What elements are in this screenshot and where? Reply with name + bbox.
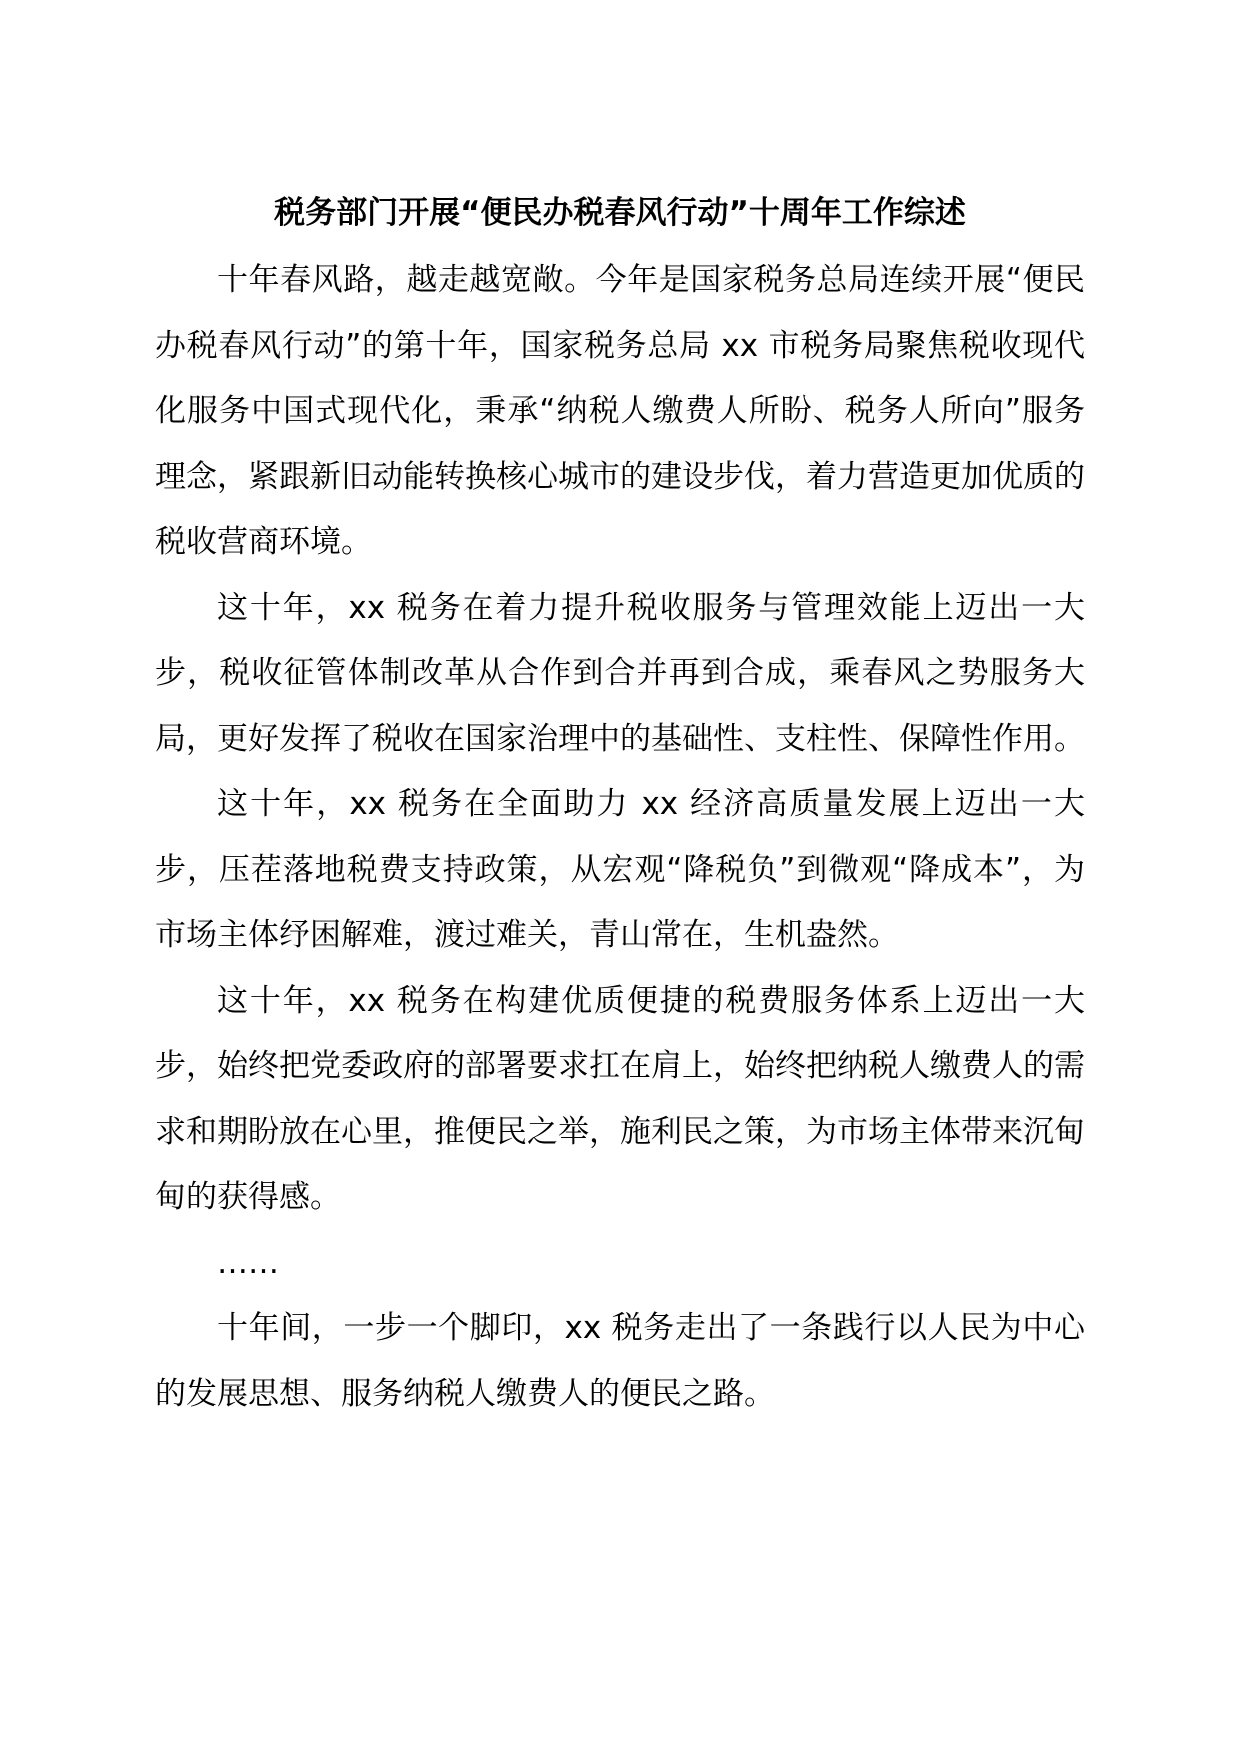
paragraph-service-management: 这十年，xx 税务在着力提升税收服务与管理效能上迈出一大步，税收征管体制改革从合作到合并再到合成，乘春风之势服务大局，更好发挥了税收在国家治理中的基础性、支柱性、保障性作用。 bbox=[155, 589, 1085, 757]
paragraph-service-system: 这十年，xx 税务在构建优质便捷的税费服务体系上迈出一大步，始终把党委政府的部署要求扛在肩上，始终把纳税人缴费人的需求和期盼放在心里，推便民之举，施利民之策，为市场主体带来沉甸甸的获得感。 bbox=[155, 982, 1085, 1215]
paragraph-closing: 十年间，一步一个脚印，xx 税务走出了一条践行以人民为中心的发展思想、服务纳税人缴费人的便民之路。 bbox=[155, 1310, 1085, 1412]
ellipsis-line: …… bbox=[217, 1244, 279, 1281]
document-title: 税务部门开展“便民办税春风行动”十周年工作综述 bbox=[274, 195, 966, 231]
paragraph-economic-development: 这十年，xx 税务在全面助力 xx 经济高质量发展上迈出一大步，压茬落地税费支持政策，从宏观“降税负”到微观“降成本”，为市场主体纾困解难，渡过难关，青山常在，生机盎然。 bbox=[155, 786, 1085, 953]
paragraph-intro: 十年春风路，越走越宽敞。今年是国家税务总局连续开展“便民办税春风行动”的第十年，国家税务总局 xx 市税务局聚焦税收现代化服务中国式现代化，秉承“纳税人缴费人所盼、税务人所向”服务理念，紧跟新旧动能转换核心城市的建设步伐，着力营造更加优质的税收营商环境。 bbox=[155, 262, 1085, 560]
document-body bbox=[155, 190, 1085, 1427]
